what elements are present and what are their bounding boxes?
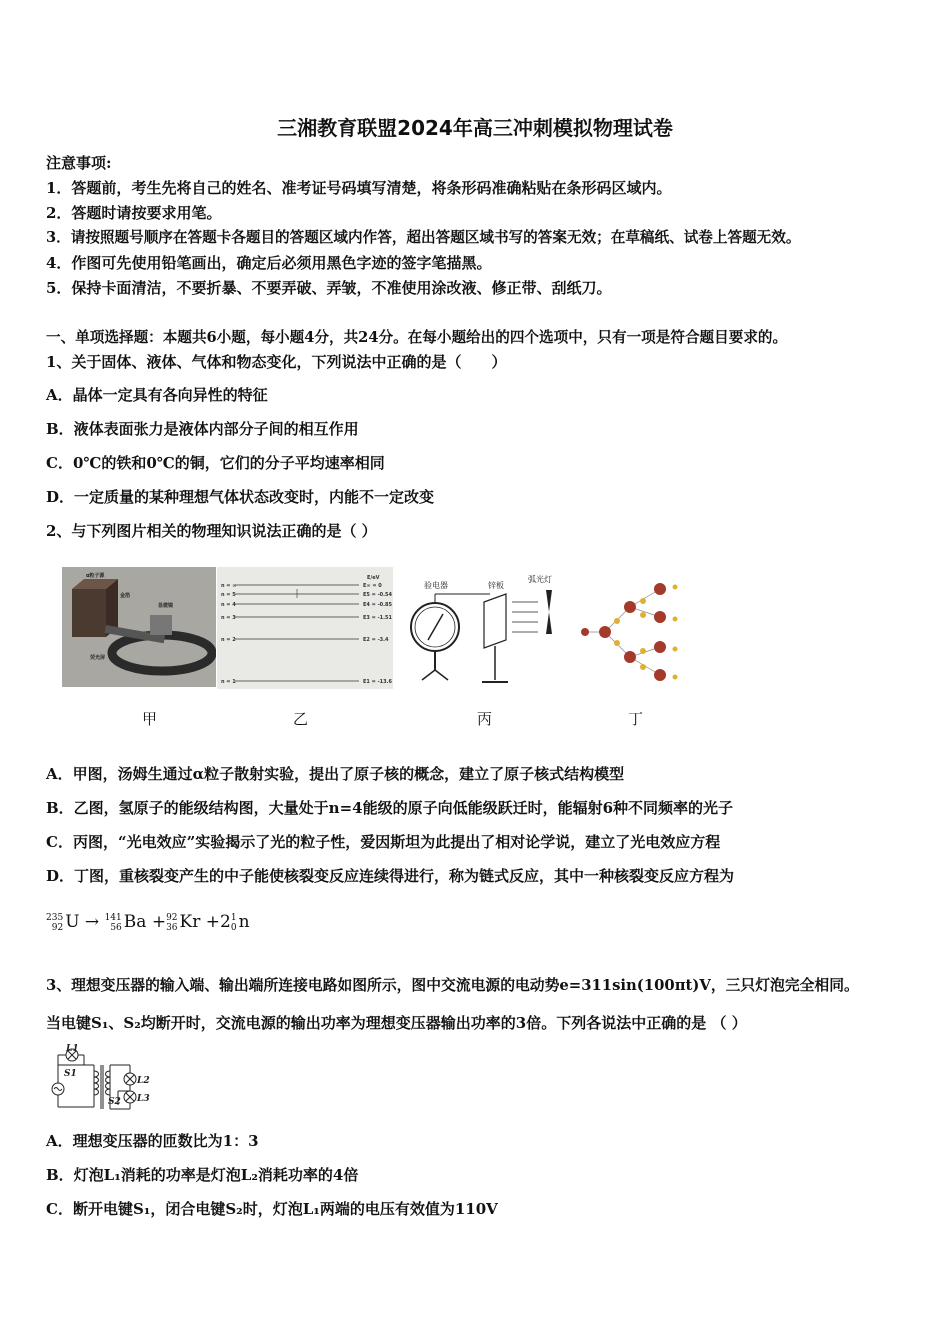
plus-sign: + <box>205 912 220 932</box>
plus-sign: + <box>151 912 167 932</box>
mass-number: 141 <box>104 912 122 923</box>
question-2-stem: 2、与下列图片相关的物理知识说法正确的是（ ） <box>46 522 377 540</box>
level-2 <box>221 637 389 643</box>
mass-number: 92 <box>166 912 178 923</box>
level-e: E1 = -13.6 <box>363 679 392 685</box>
q1-option-b: B．液体表面张力是液体内部分子间的相互作用 <box>46 420 359 438</box>
level-n: n = 1 <box>221 679 236 685</box>
fig3-label: 锌板 <box>488 581 504 590</box>
fig-caption-bing: 丙 <box>477 710 493 728</box>
isotope-u <box>46 913 63 933</box>
notice-item: 3．请按照题号顺序在答题卡各题目的答题区域内作答，超出答题区域书写的答案无效；在草稿纸、试卷上答题无效。 <box>46 229 801 246</box>
transformer-circuit <box>44 1043 156 1115</box>
q3-option-a: A．理想变压器的匝数比为1：3 <box>46 1132 259 1150</box>
level-e: E2 = -3.4 <box>363 637 389 643</box>
level-inf <box>221 583 382 589</box>
energy-level-diagram <box>217 567 393 689</box>
question-1-stem: 1、关于固体、液体、气体和物态变化，下列说法中正确的是（ ） <box>46 353 507 371</box>
q2-option-b: B．乙图，氢原子的能级结构图，大量处于n=4能级的原子向低能级跃迁时，能辐射6种不同频率的光子 <box>46 799 734 817</box>
isotope-ba <box>105 913 122 933</box>
q1-option-a: A．晶体一定具有各向异性的特征 <box>46 386 268 404</box>
q2-option-d: D．丁图，重核裂变产生的中子能使核裂变反应连续得进行，称为链式反应，其中一种核裂变反应方程为 <box>46 867 735 885</box>
energy-unit: E/eV <box>367 575 380 581</box>
page-title: 三湘教育联盟2024年高三冲刺模拟物理试卷 <box>277 116 673 140</box>
level-n: n = ∞ <box>221 583 237 589</box>
notice-item: 1．答题前，考生先将自己的姓名、准考证号码填写清楚，将条形码准确粘贴在条形码区域内。 <box>46 179 672 197</box>
figure-yi-energy-levels <box>217 567 393 689</box>
circuit-diagram <box>44 1043 156 1115</box>
notice-item: 2．答题时请按要求用笔。 <box>46 204 222 222</box>
fig-caption-jia: 甲 <box>142 710 158 728</box>
fig1-label: 金箔 <box>120 593 131 599</box>
fission-equation <box>46 912 250 933</box>
circuit-label-s1: S1 <box>64 1069 77 1079</box>
fig1-label: 荧光屏 <box>90 655 106 661</box>
arrow-icon: → <box>84 912 100 932</box>
element-symbol: Ba <box>123 912 147 932</box>
level-4 <box>221 602 392 608</box>
q1-option-c: C．0℃的铁和0℃的铜，它们的分子平均速率相同 <box>46 454 385 472</box>
fig1-label: 显微镜 <box>158 603 174 609</box>
figure-jia-scattering <box>62 567 216 687</box>
notice-item: 5．保持卡面清洁，不要折暴、不要弄破、弄皱，不准使用涂改液、修正带、刮纸刀。 <box>46 279 612 297</box>
circuit-label-l2: L2 <box>137 1076 150 1086</box>
circuit-label-s2: S2 <box>108 1097 121 1107</box>
atomic-number: 36 <box>166 922 178 933</box>
chain-reaction-illustration <box>575 577 695 687</box>
notice-item: 4．作图可先使用铅笔画出，确定后必须用黑色字迹的签字笔描黑。 <box>46 254 492 272</box>
element-symbol: Kr <box>179 912 201 932</box>
q2-option-c: C．丙图，“光电效应”实验揭示了光的粒子性，爱因斯坦为此提出了相对论学说，建立了光电效应方程 <box>46 833 721 851</box>
level-5 <box>221 592 392 598</box>
figure-ding-chain-reaction <box>575 577 695 687</box>
fig-caption-yi: 乙 <box>293 710 309 728</box>
atomic-number: 56 <box>110 922 122 933</box>
fig3-label: 验电器 <box>424 581 448 590</box>
fig1-label: α粒子源 <box>86 573 105 579</box>
level-e: E4 = -0.85 <box>363 602 392 608</box>
level-1 <box>221 679 392 685</box>
figure-bing-photoelectric <box>400 572 570 692</box>
level-n: n = 2 <box>221 637 236 643</box>
question-3-stem: 3、理想变压器的输入端、输出端所连接电路如图所示，图中交流电源的电动势e=311sin(100πt)V，三只灯泡完全相同。 <box>46 977 859 994</box>
photoelectric-apparatus <box>400 572 570 692</box>
level-e: E5 = -0.54 <box>363 592 392 598</box>
atomic-number: 0 <box>230 922 237 933</box>
element-symbol: n <box>238 912 250 932</box>
circuit-label-l1: L1 <box>66 1044 79 1054</box>
level-n: n = 4 <box>221 602 236 608</box>
level-e: E∞ = 0 <box>363 583 382 589</box>
scattering-apparatus-illustration <box>62 567 216 687</box>
level-n: n = 3 <box>221 615 236 621</box>
q2-option-a: A．甲图，汤姆生通过α粒子散射实验，提出了原子核的概念，建立了原子核式结构模型 <box>46 765 625 783</box>
atomic-number: 92 <box>51 922 64 933</box>
q3-option-b: B．灯泡L₁消耗的功率是灯泡L₂消耗功率的4倍 <box>46 1166 359 1184</box>
element-symbol: U <box>65 912 80 932</box>
coefficient: 2 <box>220 912 231 932</box>
fig3-label: 弧光灯 <box>528 575 552 584</box>
level-n: n = 5 <box>221 592 236 598</box>
level-3 <box>221 615 392 621</box>
mass-number: 235 <box>46 912 64 923</box>
level-e: E3 = -1.51 <box>363 615 392 621</box>
isotope-n <box>231 913 237 933</box>
isotope-kr <box>166 913 177 933</box>
question-3-stem-cont: 当电键S₁、S₂均断开时，交流电源的输出功率为理想变压器输出功率的3倍。下列各说法中正确的是 （ ） <box>46 1014 747 1032</box>
q3-option-c: C．断开电键S₁，闭合电键S₂时，灯泡L₁两端的电压有效值为110V <box>46 1200 498 1218</box>
section-heading: 一、单项选择题：本题共6小题，每小题4分，共24分。在每小题给出的四个选项中，只有一项是符合题目要求的。 <box>46 329 788 346</box>
fig-caption-ding: 丁 <box>628 710 644 728</box>
mass-number: 1 <box>230 912 237 923</box>
q1-option-d: D．一定质量的某种理想气体状态改变时，内能不一定改变 <box>46 488 435 506</box>
notice-heading: 注意事项: <box>46 154 112 172</box>
circuit-label-l3: L3 <box>137 1094 150 1104</box>
